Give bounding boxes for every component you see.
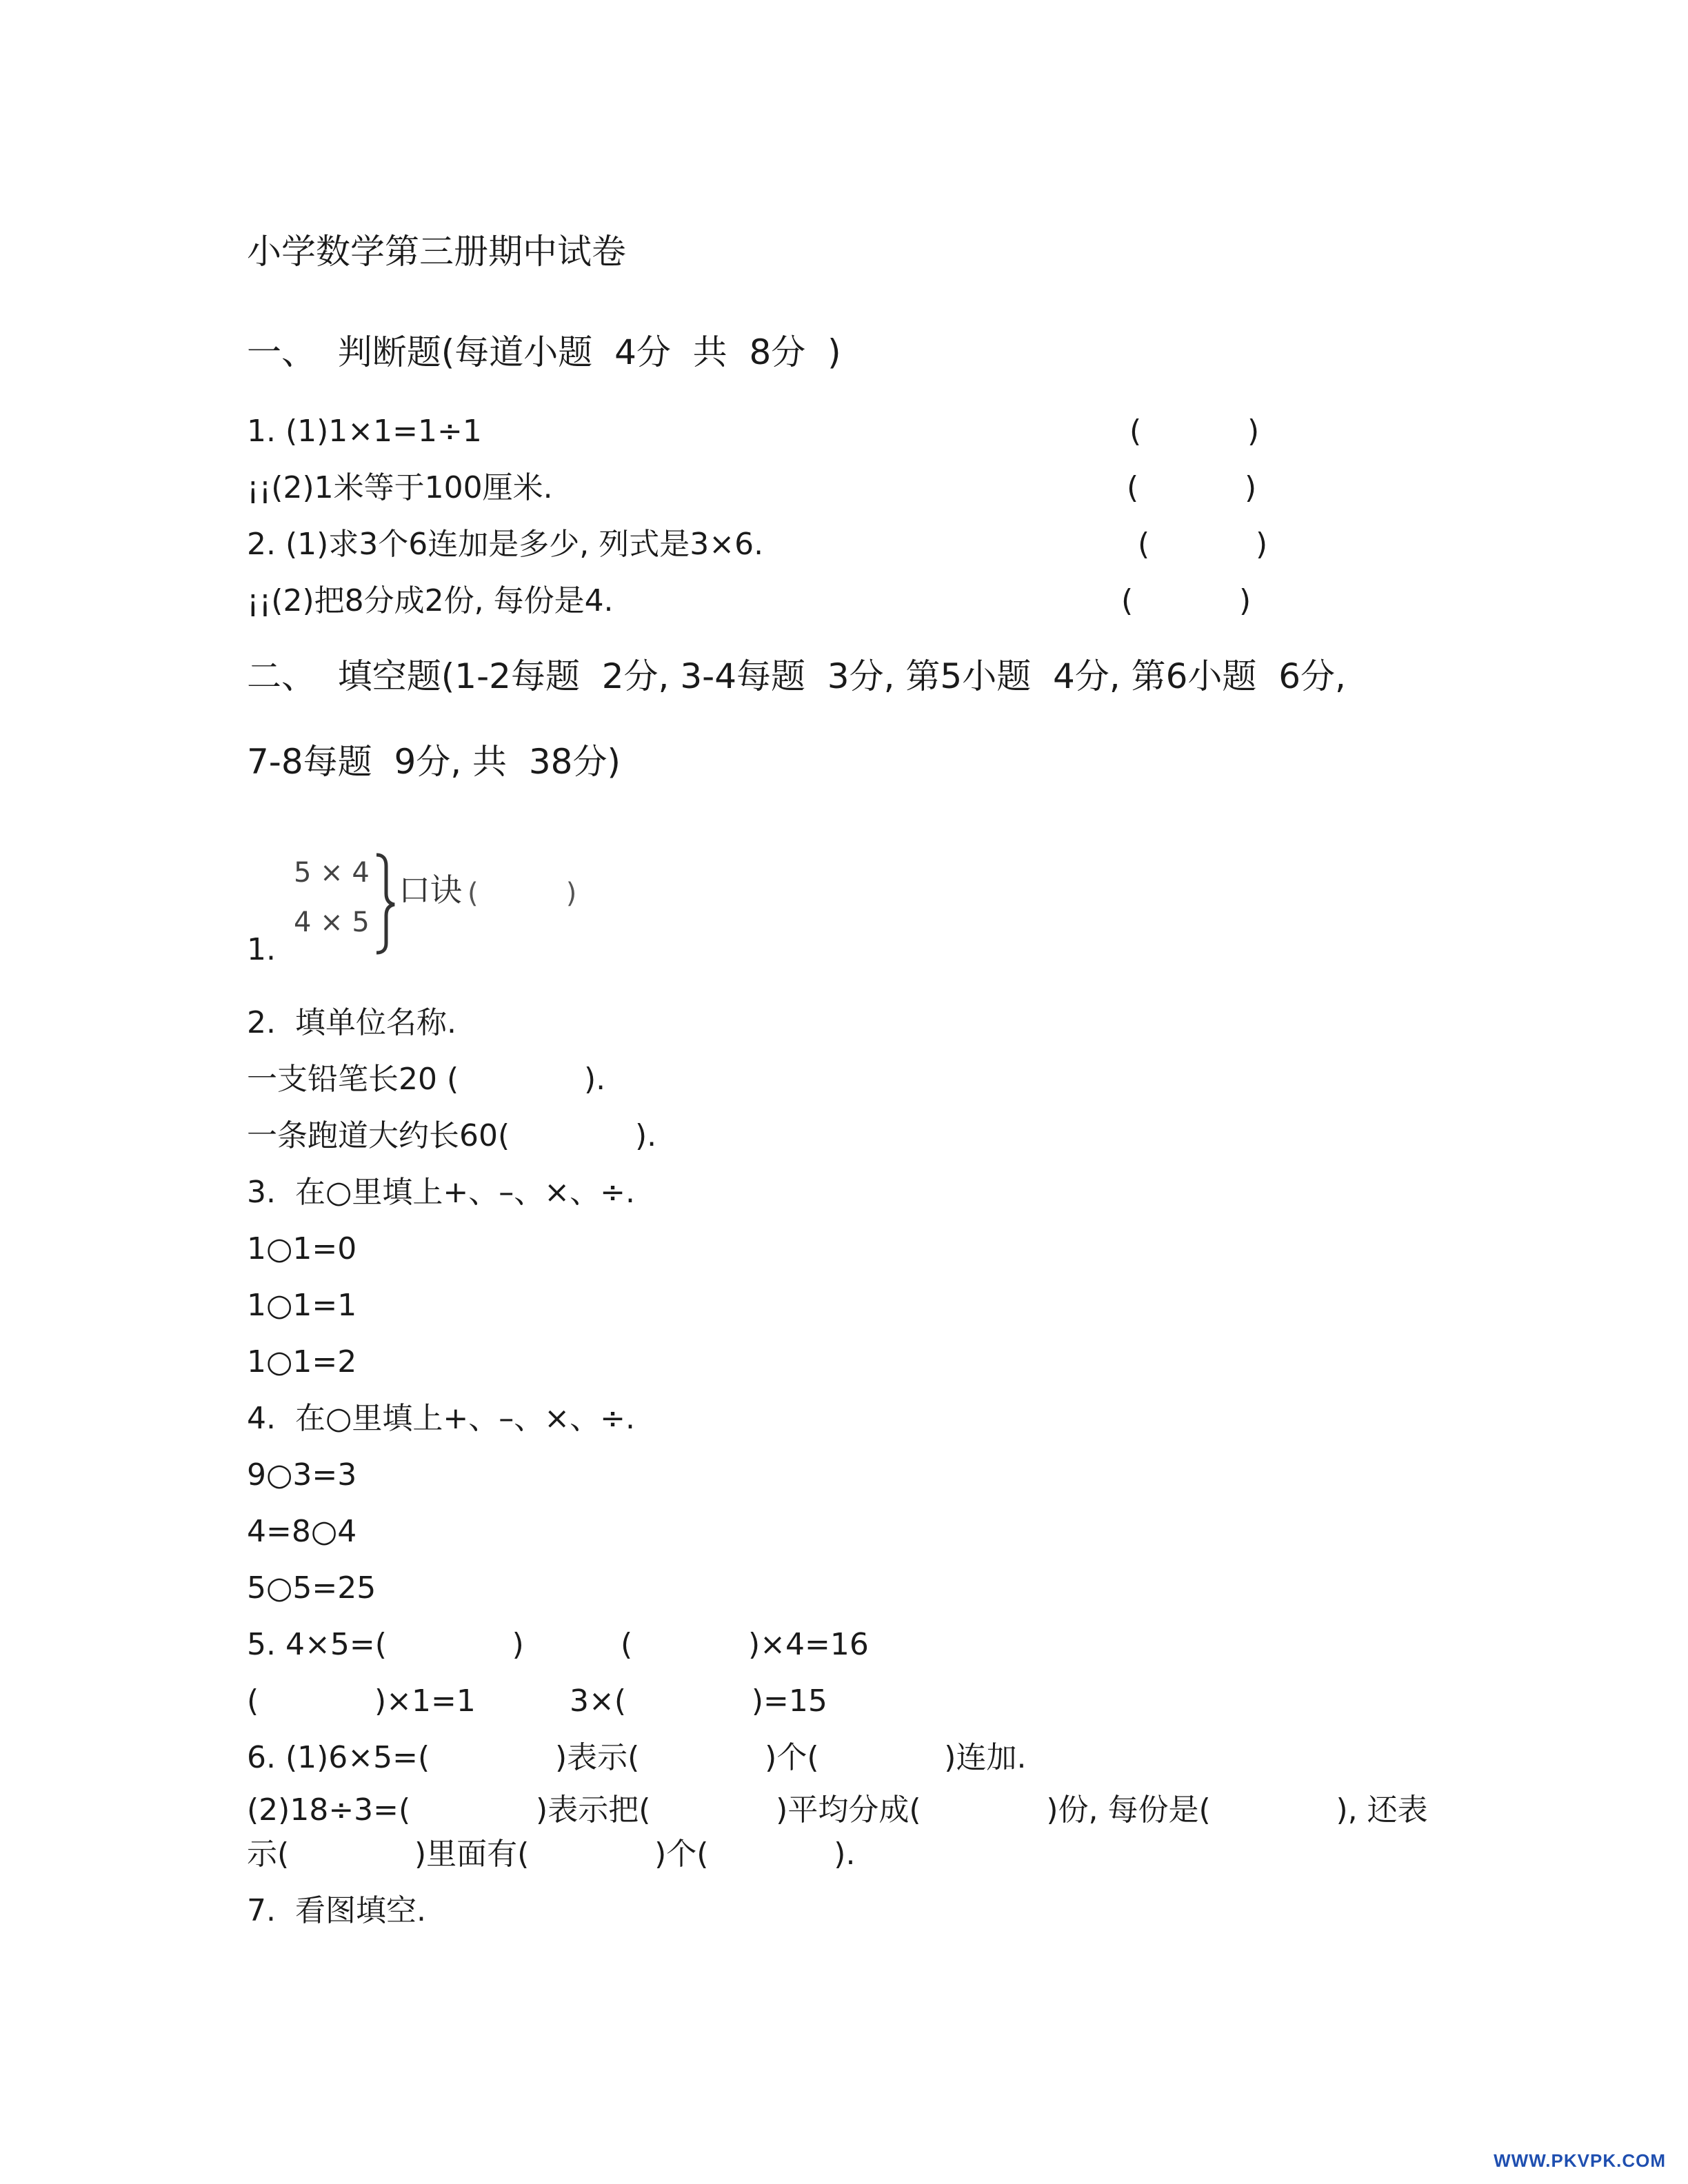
judge-item-1-1: 1. (1)1×1=1÷1 [247,414,482,449]
answer-blank[interactable]: ( ) [1138,527,1268,562]
answer-blank[interactable]: ( ) [1127,470,1257,505]
q1-figure [290,852,593,956]
q4-heading: 4. 在○里填上+、–、×、÷. [247,1401,635,1436]
q7-heading: 7. 看图填空. [247,1893,426,1928]
q1-expr-top: 5 × 4 [294,857,370,889]
brace-icon [371,852,399,956]
q1-expr-bottom: 4 × 5 [294,907,370,938]
footer-watermark: WWW.PKVPK.COM [1494,2150,1666,2171]
q2-heading: 2. 填单位名称. [247,1005,456,1040]
q3-line: 1○1=2 [247,1344,357,1379]
q5-line1-a: 5. 4×5=( ) [247,1627,524,1662]
q1-number: 1. [247,932,276,967]
q3-line: 1○1=1 [247,1288,357,1323]
q3-line: 1○1=0 [247,1231,357,1266]
q6-line3: 示( )里面有( )个( ). [247,1837,856,1872]
q3-heading: 3. 在○里填上+、–、×、÷. [247,1175,635,1210]
q2-line1: 一支铅笔长20 ( ). [247,1062,606,1097]
answer-blank[interactable]: ( ) [1129,414,1260,449]
q5-line2-a: ( )×1=1 [247,1684,476,1719]
section2-heading-line2: 7-8每题 9分, 共 38分) [247,742,621,782]
q6-line2: (2)18÷3=( )表示把( )平均分成( )份, 每份是( ), 还表 [247,1792,1428,1828]
judge-item-1-2: ¡¡(2)1米等于100厘米. [247,470,553,505]
q6-line1: 6. (1)6×5=( )表示( )个( )连加. [247,1740,1027,1775]
q2-line2: 一条跑道大约长60( ). [247,1118,657,1153]
judge-item-2-2: ¡¡(2)把8分成2份, 每份是4. [247,583,614,618]
q5-line2-b: 3×( )=15 [570,1684,827,1719]
section1-heading: 一、 判断题(每道小题 4分 共 8分 ) [247,332,841,372]
judge-item-2-1: 2. (1)求3个6连加是多少, 列式是3×6. [247,527,764,562]
page-title: 小学数学第三册期中试卷 [247,232,626,272]
q4-line: 5○5=25 [247,1570,376,1606]
answer-blank[interactable]: ( ) [1121,583,1252,618]
answer-blank[interactable]: ( ) [468,878,577,909]
q4-line: 9○3=3 [247,1457,357,1493]
section2-heading-line1: 二、 填空题(1-2每题 2分, 3-4每题 3分, 第5小题 4分, 第6小题 6分, [247,656,1346,696]
q4-line: 4=8○4 [247,1514,357,1549]
q5-line1-b: ( )×4=16 [621,1627,869,1662]
q1-label: 口诀 [399,871,462,909]
